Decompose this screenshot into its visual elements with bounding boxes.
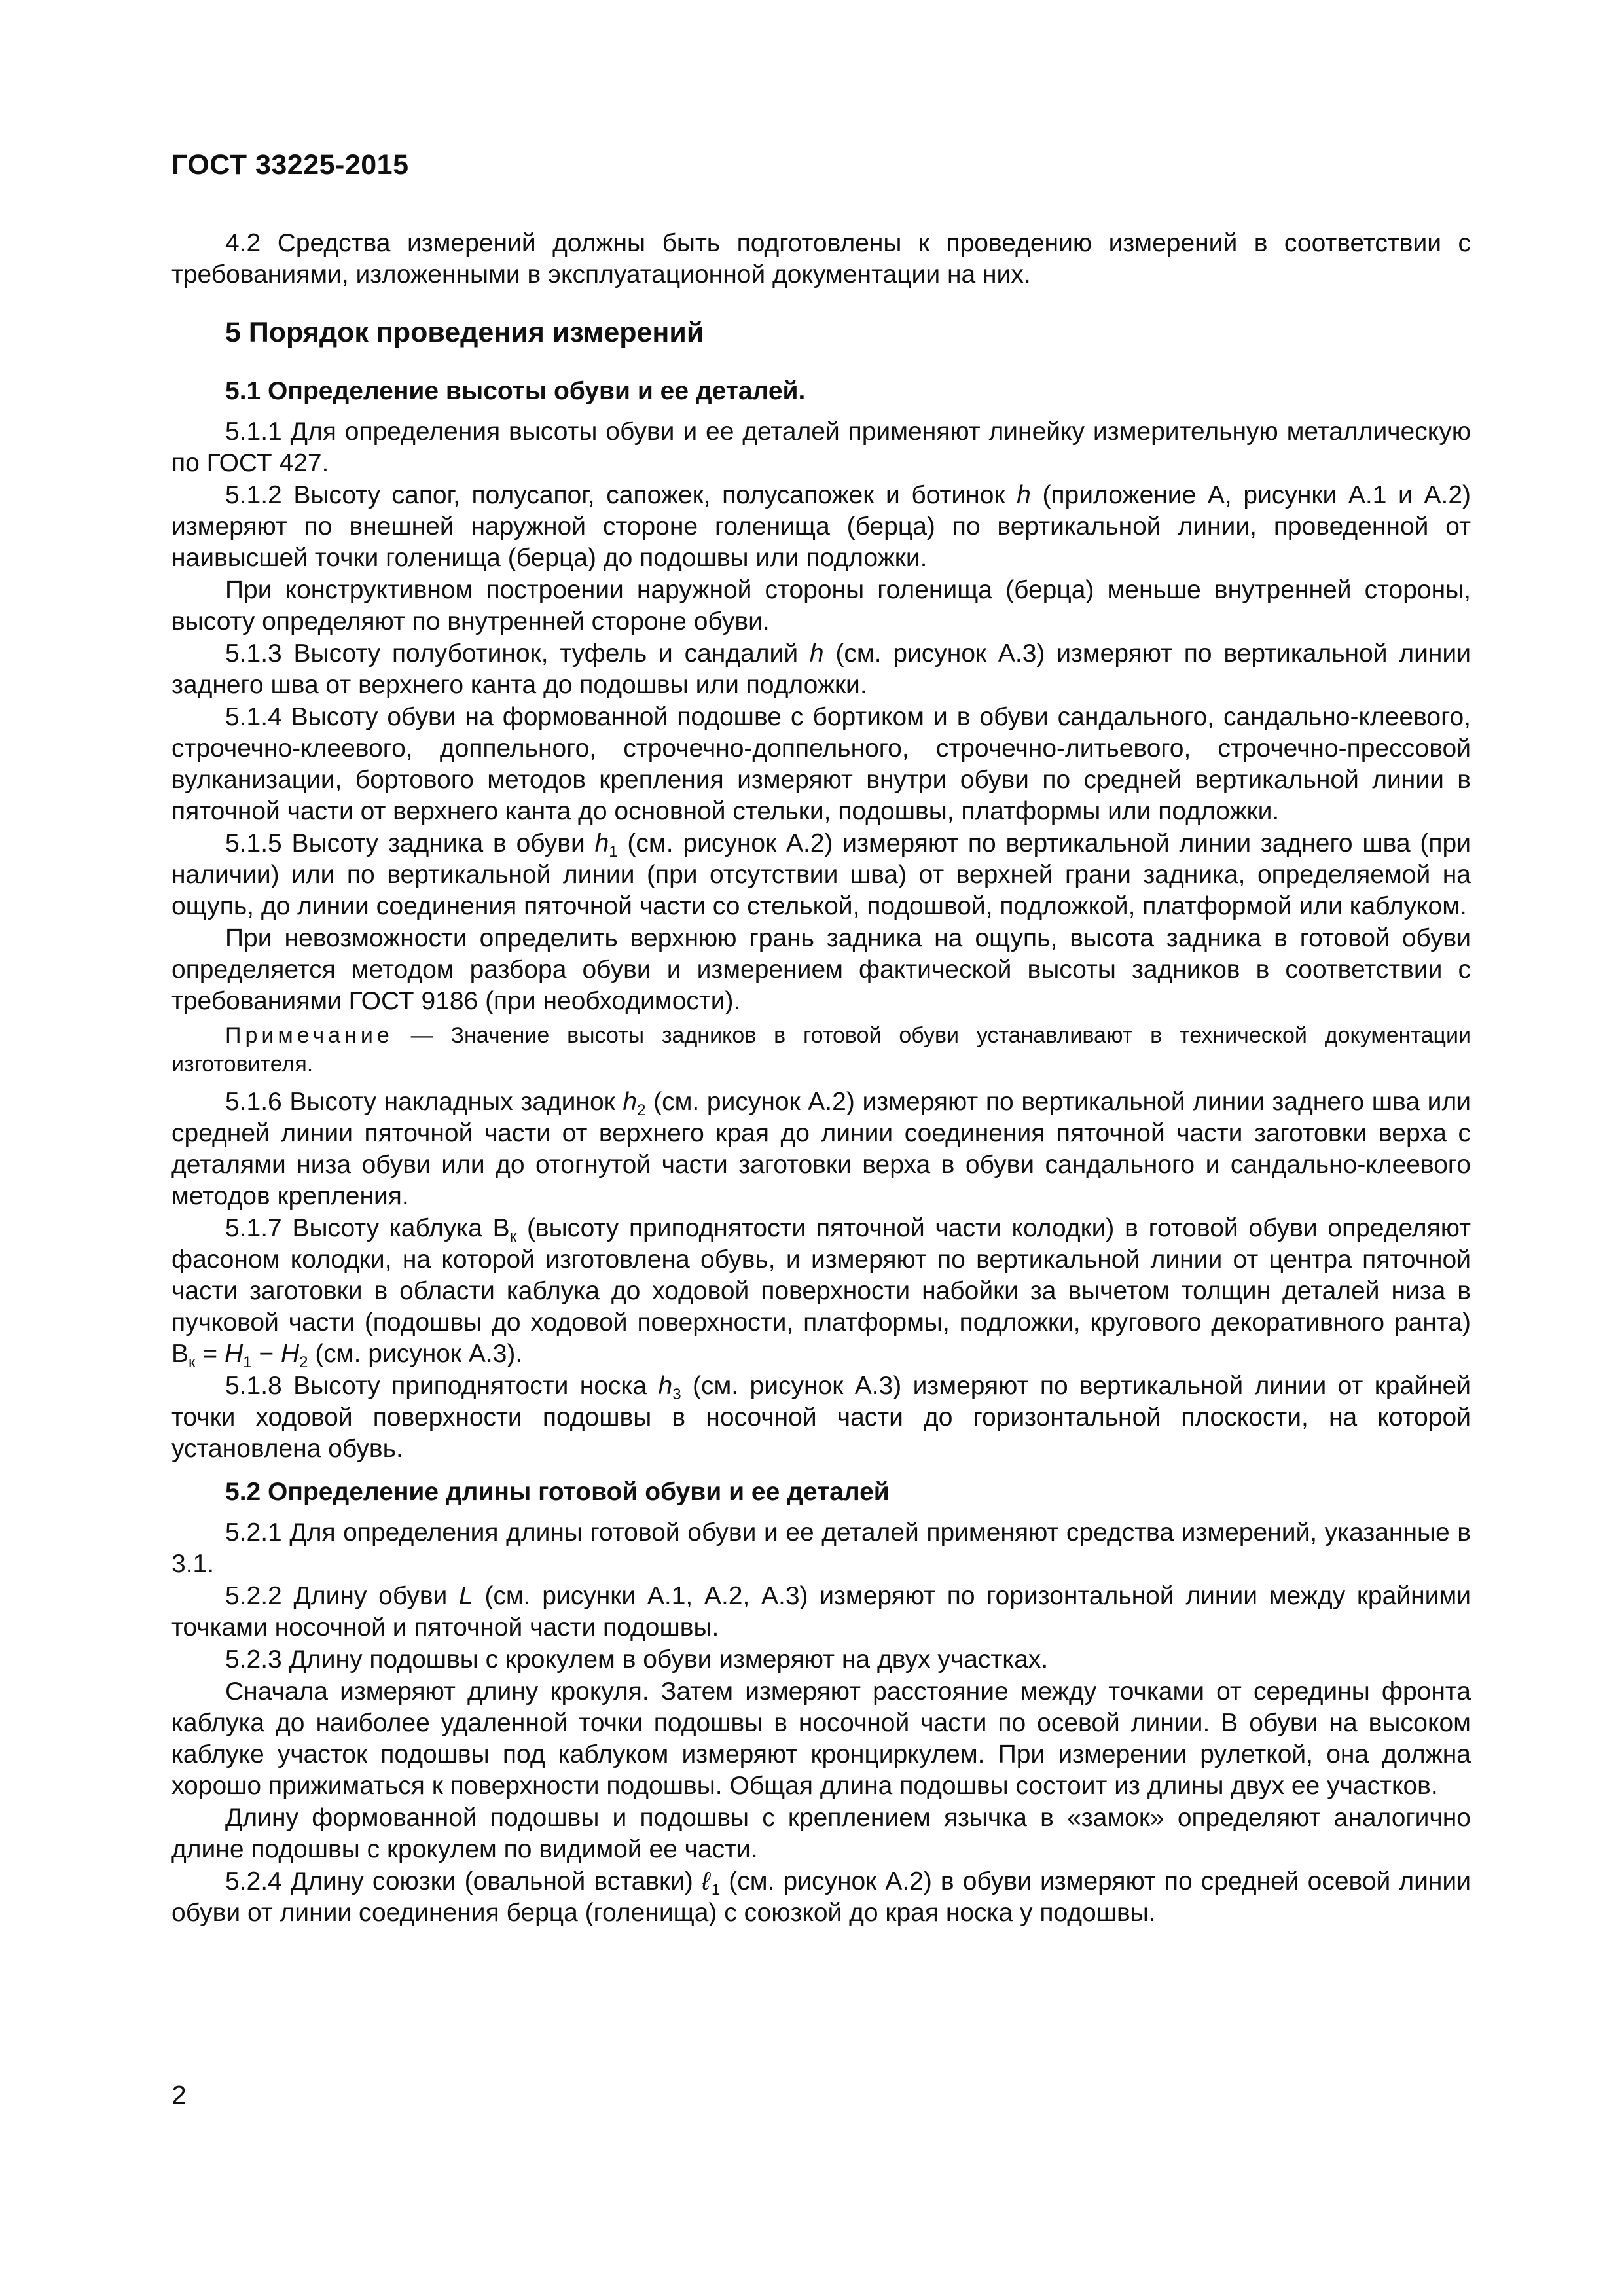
subsection-heading: 5.2 Определение длины готовой обуви и ее деталей [225,1478,890,1506]
page-number: 2 [171,2080,187,2110]
paragraph: 5.1.8 Высоту приподнятости носка $h_3$ (см. рисунок А.3) измеряют по вертикальной линии от крайней точки ходовой поверхности подошвы в носочной части до горизонтальной плоскости, на которой установлена обувь. [171,1372,1471,1463]
paragraph: 5.1.5 Высоту задника в обуви $h_1$ (см. рисунок А.2) измеряют по вертикальной линии заднего шва (при наличии) или по вертикальной линии (при отсутствии шва) от верхней грани задника, определяемой на ощупь, до линии соединения пяточной части со стелькой, подошвой, подложкой, платформой или каблуком. [171,829,1471,920]
paragraph: Длину формованной подошвы и подошвы с креплением язычка в «замок» определяют аналогично длине подошвы с крокулем по видимой ее части. [171,1804,1471,1863]
paragraph: 5.1.3 Высоту полуботинок, туфель и сандалий h (см. рисунок А.3) измеряют по вертикальной линии заднего шва от верхнего канта до подошвы или подложки. [171,639,1471,699]
paragraph: 5.1.1 Для определения высоты обуви и ее деталей применяют линейку измерительную металлическую по ГОСТ 427. [171,418,1471,477]
paragraph: Сначала измеряют длину крокуля. Затем измеряют расстояние между точками от середины фронта каблука до наиболее удаленной точки подошвы в носочной части по осевой линии. В обуви на высоком каблуке участок подошвы под каблуком измеряют кронциркулем. При измерении рулеткой, она должна хорошо прижиматься к поверхности подошвы. Общая длина подошвы состоит из длины двух ее участков. [171,1677,1471,1800]
paragraph: 5.1.6 Высоту накладных задинок $h_2$ (см. рисунок А.2) измеряют по вертикальной линии заднего шва или средней линии пяточной части от верхнего края до линии соединения пяточной части заготовки верха с деталями низа обуви или до отогнутой части заготовки верха в обуви сандального и сандально-клеевого методов крепления. [171,1088,1471,1210]
paragraph: 5.1.7 Высоту каблука $В_к$ (высоту приподнятости пяточной части колодки) в готовой обуви определяют фасоном колодки, на которой изготовлена обувь, и измеряют по вертикальной линии от центра пяточной части заготовки в области каблука до ходовой поверхности набойки за вычетом толщин деталей низа в пучковой части (подошвы до ходовой поверхности, платформы, подложки, кругового декоративного ранта) $В_к = H_1 - H_2$ (см. рисунок А.3). [171,1214,1471,1371]
document-body [171,228,1471,1929]
note-label: Примечание [225,1023,393,1048]
paragraph: 5.2.1 Для определения длины готовой обуви и ее деталей применяют средства измерений, указанные в 3.1. [171,1518,1471,1578]
paragraph: 5.1.4 Высоту обуви на формованной подошве с бортиком и в обуви сандального, сандально-клеевого, строчечно-клеевого, доппельного, строчечно-доппельного, строчечно-литьевого, строчечно-прессовой вулканизации, бортового методов крепления измеряют внутри обуви по средней вертикальной линии в пяточной части от верхнего канта до основной стельки, подошвы, платформы или подложки. [171,703,1471,825]
note-paragraph [171,1021,1471,1079]
paragraph: 4.2 Средства измерений должны быть подготовлены к проведению измерений в соответствии с требованиями, изложенными в эксплуатационной документации на них. [171,229,1471,289]
document-header: ГОСТ 33225-2015 [171,149,409,181]
note-text: — Значение высоты задников в готовой обуви устанавливают в технической документации изготовителя. [171,1023,1471,1077]
paragraph: 5.2.2 Длину обуви L (см. рисунки А.1, А.2, А.3) измеряют по горизонтальной линии между крайними точками носочной и пяточной части подошвы. [171,1582,1471,1641]
paragraph: При невозможности определить верхнюю грань задника на ощупь, высота задника в готовой обуви определяется методом разбора обуви и измерением фактической высоты задников в соответствии с требованиями ГОСТ 9186 (при необходимости). [171,924,1471,1015]
section-heading: 5 Порядок проведения измерений [225,317,704,348]
paragraph: 5.2.3 Длину подошвы с крокулем в обуви измеряют на двух участках. [225,1645,1049,1674]
paragraph: При конструктивном построении наружной стороны голенища (берца) меньше внутренней стороны, высоту определяют по внутренней стороне обуви. [171,576,1471,636]
paragraph: 5.2.4 Длину союзки (овальной вставки) ℓ$_1$ (см. рисунок А.2) в обуви измеряют по средней осевой линии обуви от линии соединения берца (голенища) с союзкой до края носка у подошвы. [171,1867,1471,1927]
paragraph: 5.1.2 Высоту сапог, полусапог, сапожек, полусапожек и ботинок h (приложение А, рисунки А.1 и А.2) измеряют по внешней наружной стороне голенища (берца) по вертикальной линии, проведенной от наивысшей точки голенища (берца) до подошвы или подложки. [171,481,1471,572]
subsection-heading: 5.1 Определение высоты обуви и ее деталей. [225,377,806,405]
